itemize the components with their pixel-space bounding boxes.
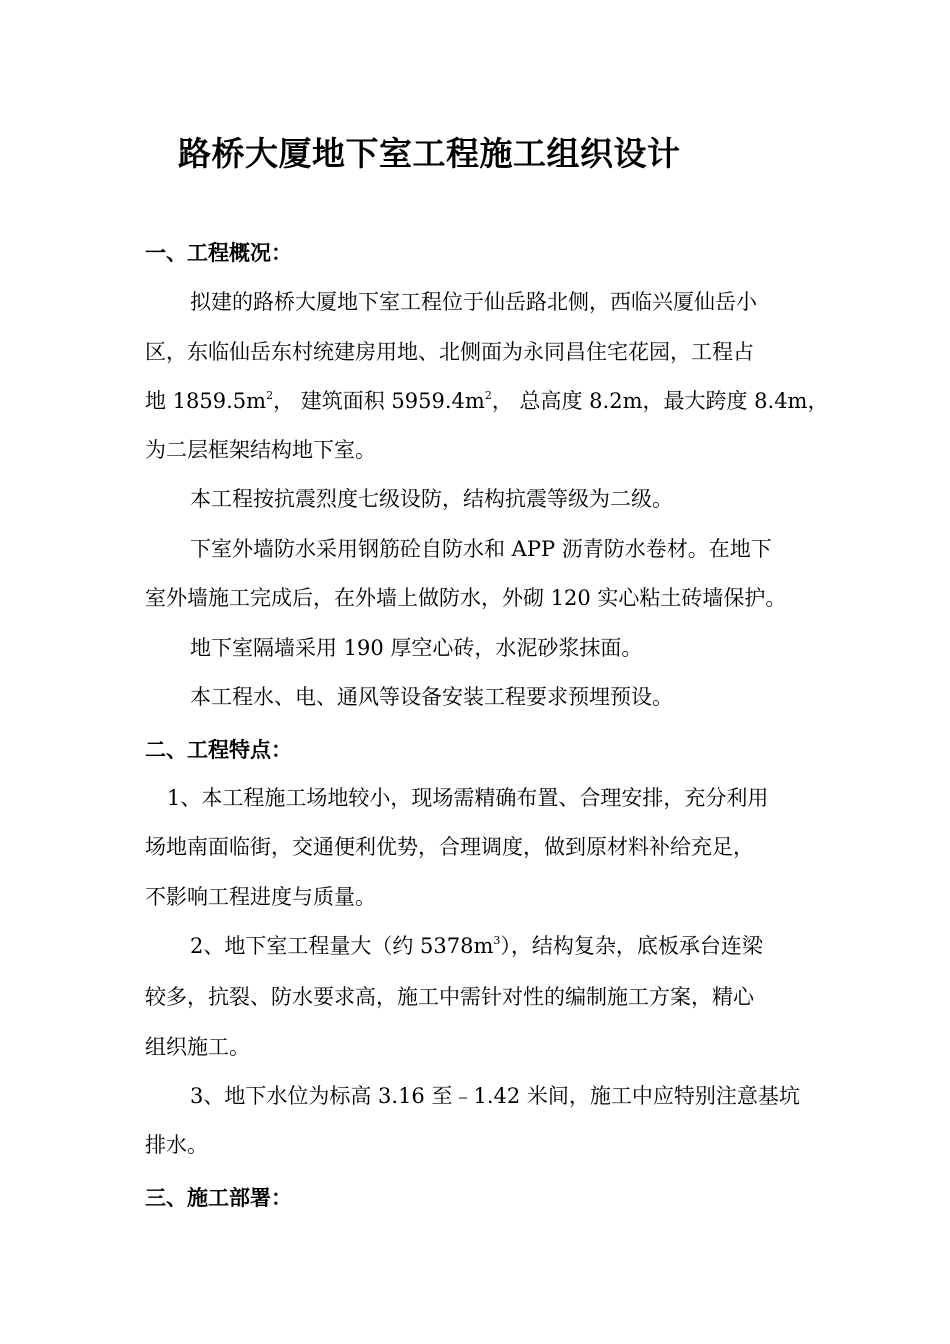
document-title: 路桥大厦地下室工程施工组织设计 [178, 134, 681, 173]
paragraph-line: 下室外墙防水采用钢筋砼自防水和 APP 沥青防水卷材。在地下 [190, 537, 772, 561]
paragraph-line: 为二层框架结构地下室。 [145, 438, 376, 462]
superscript: 2 [266, 389, 274, 402]
section-heading-deployment: 三、施工部署： [145, 1185, 292, 1210]
paragraph-text: ， 总高度 8.2m，最大跨度 8.4m， [491, 389, 829, 413]
paragraph-line: 本工程按抗震烈度七级设防，结构抗震等级为二级。 [190, 487, 673, 511]
paragraph-text: ），结构复杂，底板承台连梁 [500, 934, 763, 958]
paragraph-line: 较多，抗裂、防水要求高，施工中需针对性的编制施工方案，精心 [145, 985, 754, 1009]
paragraph-line [190, 932, 763, 960]
paragraph-line [145, 387, 828, 415]
paragraph-line: 拟建的路桥大厦地下室工程位于仙岳路北侧，西临兴厦仙岳小 [190, 290, 757, 314]
paragraph-line: 不影响工程进度与质量。 [145, 885, 376, 909]
paragraph-line: 3、地下水位为标高 3.16 至﹣1.42 米间，施工中应特别注意基坑 [190, 1084, 800, 1108]
paragraph-text: 2、地下室工程量大（约 5378m [190, 934, 494, 958]
paragraph-line: 本工程水、电、通风等设备安装工程要求预埋预设。 [190, 685, 673, 709]
superscript: 3 [493, 934, 501, 947]
paragraph-line: 组织施工。 [145, 1035, 250, 1059]
paragraph-line: 室外墙施工完成后，在外墙上做防水，外砌 120 实心粘土砖墙保护。 [145, 586, 787, 610]
paragraph-line: 区，东临仙岳东村统建房用地、北侧面为永同昌住宅花园，工程占 [145, 340, 754, 364]
paragraph-line: 1、本工程施工场地较小，现场需精确布置、合理安排，充分利用 [167, 786, 769, 810]
paragraph-line: 排水。 [145, 1133, 208, 1157]
section-heading-features: 二、工程特点： [145, 737, 292, 762]
paragraph-line: 地下室隔墙采用 190 厚空心砖，水泥砂浆抹面。 [190, 636, 643, 660]
paragraph-text: ， 建筑面积 5959.4m [273, 389, 485, 413]
section-heading-overview: 一、工程概况： [145, 240, 292, 265]
superscript: 2 [484, 389, 492, 402]
paragraph-line: 场地南面临街，交通便利优势，合理调度，做到原材料补给充足， [145, 835, 754, 859]
paragraph-text: 地 1859.5m [145, 389, 267, 413]
